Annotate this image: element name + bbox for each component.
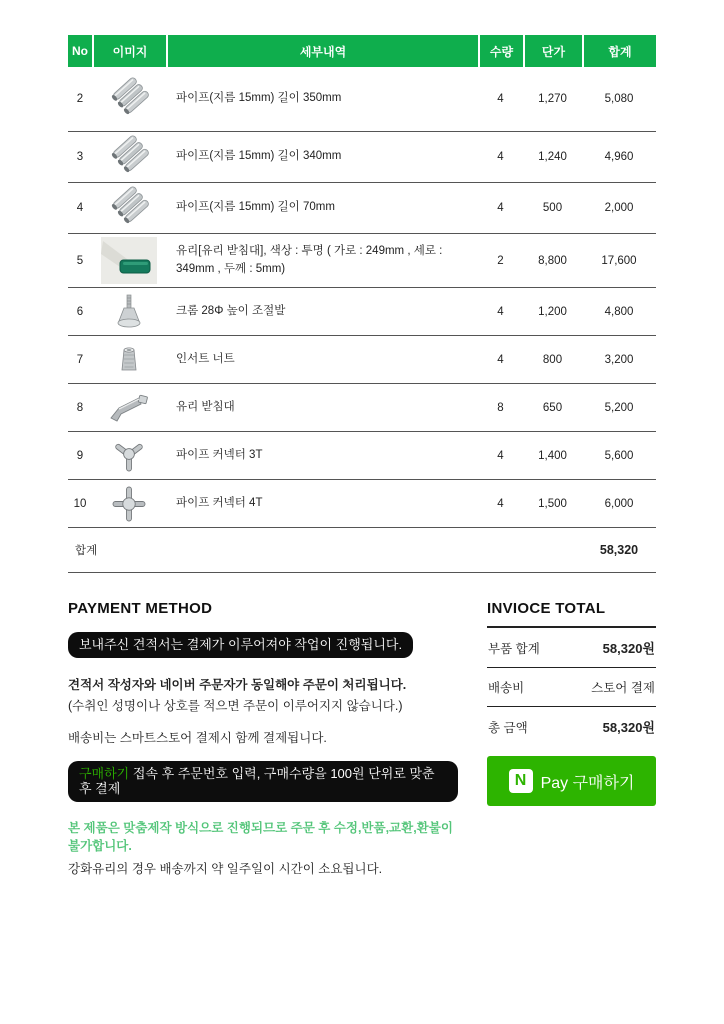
row-description: 파이프(지름 15mm) 길이 350mm: [176, 92, 342, 105]
invoice-total-section: [487, 600, 656, 877]
payment-notice-pill: 보내주신 견적서는 결제가 이루어져야 작업이 진행됩니다.: [68, 632, 413, 658]
invoice-row-shipping: [487, 668, 656, 707]
row-number: 7: [76, 353, 84, 366]
naver-logo-icon: N: [509, 769, 533, 793]
table-row: [68, 183, 656, 234]
table-row: [68, 480, 656, 528]
row-unit-price: 8,800: [538, 254, 567, 267]
footer-total-label: 합계: [75, 545, 98, 557]
header-image: 이미지: [92, 35, 166, 67]
insert-nut-icon: [92, 343, 166, 376]
footer-total-value: 58,320: [599, 543, 639, 557]
row-unit-price: 1,200: [538, 305, 567, 318]
row-number: 6: [76, 305, 84, 318]
row-description: 유리[유리 받침대], 색상 : 투명 ( 가로 : 249mm , 세로 : 349mm , 두께 : 5mm): [176, 245, 443, 275]
leveling-foot-icon: [92, 291, 166, 333]
glass-bracket-icon: [92, 390, 166, 426]
row-unit-price: 1,500: [538, 497, 567, 510]
table-row: [68, 432, 656, 480]
row-unit-price: 1,400: [538, 449, 567, 462]
table-row: [68, 288, 656, 336]
invoice-value: 58,320원: [602, 720, 655, 735]
invoice-row-parts-total: [487, 628, 656, 668]
purchase-highlight: 구매하기: [79, 765, 130, 781]
row-number: 10: [73, 497, 87, 510]
row-description: 파이프(지름 15mm) 길이 340mm: [176, 150, 342, 163]
row-total: 2,000: [604, 202, 634, 214]
invoice-row-grand-total: [487, 707, 656, 746]
glass-panel-icon: [92, 234, 166, 287]
invoice-value: 스토어 결제: [591, 681, 655, 695]
row-total: 4,960: [604, 151, 634, 163]
row-unit-price: 800: [542, 353, 563, 366]
row-description: 파이프(지름 15mm) 길이 70mm: [176, 201, 335, 214]
no-refund-line: 본 제품은 맞춤제작 방식으로 진행되므로 주문 후 수정,반품,교환,환불이 불가합니다.: [68, 820, 453, 853]
pipes-icon: [92, 74, 166, 124]
header-no: No: [72, 44, 88, 58]
purchase-instruction-text: 접속 후 주문번호 입력, 구매수량을 100원 단위로 맞춘 후 결제: [79, 765, 435, 797]
header-total: 합계: [582, 35, 656, 67]
parts-table-header: [68, 35, 656, 67]
table-row: [68, 132, 656, 183]
parts-table-footer: [68, 528, 656, 573]
row-quantity: 4: [497, 151, 504, 163]
payment-method-title: PAYMENT METHOD: [68, 600, 213, 617]
row-number: 8: [76, 401, 84, 414]
row-unit-price: 650: [542, 401, 563, 414]
header-quantity: 수량: [478, 35, 523, 67]
delivery-time-line: 강화유리의 경우 배송까지 약 일주일이 시간이 소요됩니다.: [68, 861, 383, 876]
row-description: 파이프 커넥터 3T: [176, 448, 263, 461]
parts-table: [68, 35, 656, 573]
row-unit-price: 1,270: [538, 93, 567, 105]
invoice-value: 58,320원: [602, 641, 655, 656]
pipes-icon: [92, 183, 166, 233]
row-total: 6,000: [604, 497, 634, 510]
row-description: 크롬 28Φ 높이 조절발: [176, 304, 286, 317]
row-quantity: 4: [497, 449, 504, 462]
bottom-sections: [68, 600, 656, 877]
invoice-label: 총 금액: [488, 720, 528, 735]
naver-pay-buy-button[interactable]: [487, 756, 656, 806]
row-quantity: 4: [497, 497, 504, 510]
connector-3t-icon: [92, 435, 166, 477]
row-number: 5: [76, 254, 84, 267]
invoice-label: 배송비: [488, 681, 525, 695]
invoice-total-title: INVIOCE TOTAL: [487, 600, 656, 628]
payment-method-section: [68, 600, 458, 877]
row-total: 4,800: [604, 305, 634, 318]
table-row: [68, 234, 656, 288]
header-description: 세부내역: [166, 35, 478, 67]
shipping-fee-line: 배송비는 스마트스토어 결제시 함께 결제됩니다.: [68, 730, 327, 745]
row-quantity: 4: [497, 353, 504, 366]
row-description: 파이프 커넥터 4T: [176, 496, 263, 509]
header-unit-price: 단가: [523, 35, 582, 67]
row-description: 유리 받침대: [176, 400, 235, 413]
row-number: 4: [76, 202, 84, 214]
row-total: 17,600: [601, 254, 637, 267]
invoice-label: 부품 합계: [488, 641, 540, 656]
table-row: [68, 336, 656, 384]
orderer-match-subline: (수취인 성명이나 상호를 적으면 주문이 이루어지지 않습니다.): [68, 698, 403, 713]
table-row: [68, 67, 656, 132]
row-total: 3,200: [604, 353, 634, 366]
row-total: 5,200: [604, 401, 634, 414]
purchase-instruction-pill: [68, 761, 458, 802]
section-spacer: [458, 600, 487, 877]
orderer-match-line: 견적서 작성자와 네이버 주문자가 동일해야 주문이 처리됩니다.: [68, 677, 407, 692]
row-unit-price: 1,240: [538, 151, 567, 163]
row-quantity: 4: [497, 93, 504, 105]
row-quantity: 2: [497, 254, 504, 267]
row-total: 5,080: [604, 93, 634, 105]
row-quantity: 4: [497, 202, 504, 214]
row-description: 인서트 너트: [176, 352, 235, 365]
table-row: [68, 384, 656, 432]
pipes-icon: [92, 132, 166, 182]
row-quantity: 8: [497, 401, 504, 414]
row-unit-price: 500: [542, 202, 563, 214]
parts-table-body: [68, 67, 656, 528]
pay-button-label: Pay 구매하기: [540, 774, 635, 792]
row-total: 5,600: [604, 449, 634, 462]
connector-4t-icon: [92, 482, 166, 526]
row-number: 2: [76, 93, 84, 105]
row-quantity: 4: [497, 305, 504, 318]
row-number: 3: [76, 151, 84, 163]
row-number: 9: [76, 449, 84, 462]
